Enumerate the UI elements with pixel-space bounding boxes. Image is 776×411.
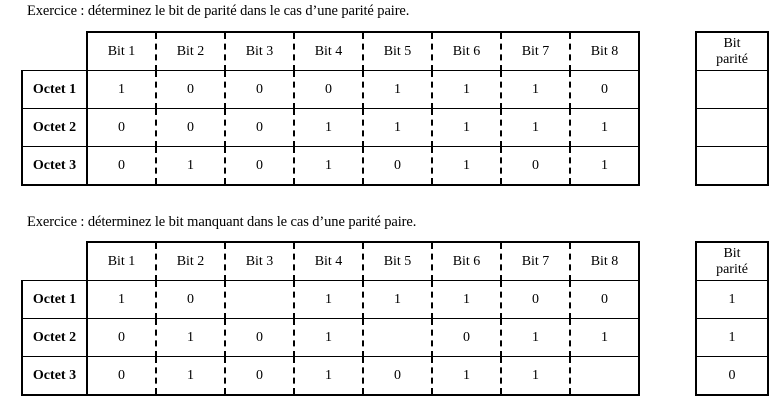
parity-header (696, 242, 768, 281)
bit-cell: 1 (501, 71, 570, 109)
bit-cell: 0 (501, 281, 570, 319)
parity-cell (696, 71, 768, 109)
bit-cell: 0 (156, 71, 225, 109)
bit-cell: 0 (87, 147, 156, 186)
header-bit-6: Bit 6 (432, 32, 501, 71)
header-bit-6: Bit 6 (432, 242, 501, 281)
parity-header (696, 32, 768, 71)
exercise-1-bit-table (21, 31, 640, 186)
bit-cell: 1 (87, 71, 156, 109)
table-row (22, 357, 639, 396)
parity-header-line-2: parité (716, 261, 748, 277)
header-bit-1: Bit 1 (87, 242, 156, 281)
table-row (22, 109, 639, 147)
bit-cell: 1 (570, 109, 639, 147)
bit-cell: 0 (87, 109, 156, 147)
row-label: Octet 1 (22, 71, 87, 109)
bit-cell: 0 (501, 147, 570, 186)
bit-cell: 0 (363, 147, 432, 186)
row-label: Octet 1 (22, 281, 87, 319)
bit-cell: 0 (225, 147, 294, 186)
bit-cell: 1 (156, 147, 225, 186)
header-bit-1: Bit 1 (87, 32, 156, 71)
table-row (696, 147, 768, 186)
parity-cell: 0 (696, 357, 768, 396)
parity-cell (696, 109, 768, 147)
table-row (22, 281, 639, 319)
bit-cell: 1 (570, 147, 639, 186)
header-row (22, 242, 639, 281)
exercise-1-parity-table (695, 31, 769, 186)
table-row (696, 281, 768, 319)
parity-header-line-2: parité (716, 51, 748, 67)
bit-cell: 1 (156, 319, 225, 357)
bit-cell: 0 (363, 357, 432, 396)
header-bit-3: Bit 3 (225, 32, 294, 71)
bit-cell: 1 (432, 109, 501, 147)
bit-cell: 1 (294, 109, 363, 147)
header-bit-7: Bit 7 (501, 32, 570, 71)
header-bit-4: Bit 4 (294, 242, 363, 281)
corner-cell (22, 32, 87, 71)
bit-cell: 1 (363, 281, 432, 319)
header-bit-8: Bit 8 (570, 32, 639, 71)
table-row (696, 109, 768, 147)
header-bit-4: Bit 4 (294, 32, 363, 71)
table-row (696, 357, 768, 396)
parity-cell: 1 (696, 319, 768, 357)
bit-cell: 1 (501, 357, 570, 396)
header-bit-8: Bit 8 (570, 242, 639, 281)
bit-cell: 1 (363, 109, 432, 147)
row-label: Octet 2 (22, 109, 87, 147)
bit-cell: 1 (432, 71, 501, 109)
bit-cell: 0 (225, 357, 294, 396)
missing-bit-cell (225, 281, 294, 319)
header-bit-3: Bit 3 (225, 242, 294, 281)
header-bit-5: Bit 5 (363, 32, 432, 71)
row-label: Octet 3 (22, 357, 87, 396)
bit-cell: 1 (294, 357, 363, 396)
parity-cell: 1 (696, 281, 768, 319)
header-bit-2: Bit 2 (156, 32, 225, 71)
exercise-2-title: Exercice : déterminez le bit manquant dans le cas d’une parité paire. (27, 214, 417, 230)
corner-cell (22, 242, 87, 281)
bit-cell: 1 (87, 281, 156, 319)
bit-cell: 0 (225, 71, 294, 109)
bit-cell: 1 (432, 357, 501, 396)
bit-cell: 0 (570, 71, 639, 109)
exercise-1-title: Exercice : déterminez le bit de parité dans le cas d’une parité paire. (27, 3, 410, 19)
bit-cell: 1 (501, 109, 570, 147)
parity-header-line-1: Bit (723, 245, 741, 261)
bit-cell: 1 (294, 147, 363, 186)
bit-cell: 0 (225, 319, 294, 357)
bit-cell: 0 (156, 109, 225, 147)
table-row (22, 319, 639, 357)
parity-header-row (696, 32, 768, 71)
parity-cell (696, 147, 768, 186)
table-row (22, 71, 639, 109)
table-row (696, 319, 768, 357)
header-bit-2: Bit 2 (156, 242, 225, 281)
bit-cell: 0 (570, 281, 639, 319)
bit-cell: 1 (570, 319, 639, 357)
bit-cell: 1 (501, 319, 570, 357)
bit-cell: 1 (294, 319, 363, 357)
header-row (22, 32, 639, 71)
parity-header-line-1: Bit (723, 35, 741, 51)
bit-cell: 1 (156, 357, 225, 396)
row-label: Octet 3 (22, 147, 87, 186)
exercise-2-parity-table (695, 241, 769, 396)
bit-cell: 0 (432, 319, 501, 357)
bit-cell: 1 (294, 281, 363, 319)
header-bit-5: Bit 5 (363, 242, 432, 281)
bit-cell: 1 (432, 281, 501, 319)
bit-cell: 0 (225, 109, 294, 147)
table-row (22, 147, 639, 186)
bit-cell: 1 (363, 71, 432, 109)
missing-bit-cell (570, 357, 639, 396)
bit-cell: 0 (87, 357, 156, 396)
bit-cell: 1 (432, 147, 501, 186)
header-bit-7: Bit 7 (501, 242, 570, 281)
parity-header-row (696, 242, 768, 281)
table-row (696, 71, 768, 109)
bit-cell: 0 (87, 319, 156, 357)
row-label: Octet 2 (22, 319, 87, 357)
exercise-2-bit-table (21, 241, 640, 396)
missing-bit-cell (363, 319, 432, 357)
bit-cell: 0 (156, 281, 225, 319)
bit-cell: 0 (294, 71, 363, 109)
